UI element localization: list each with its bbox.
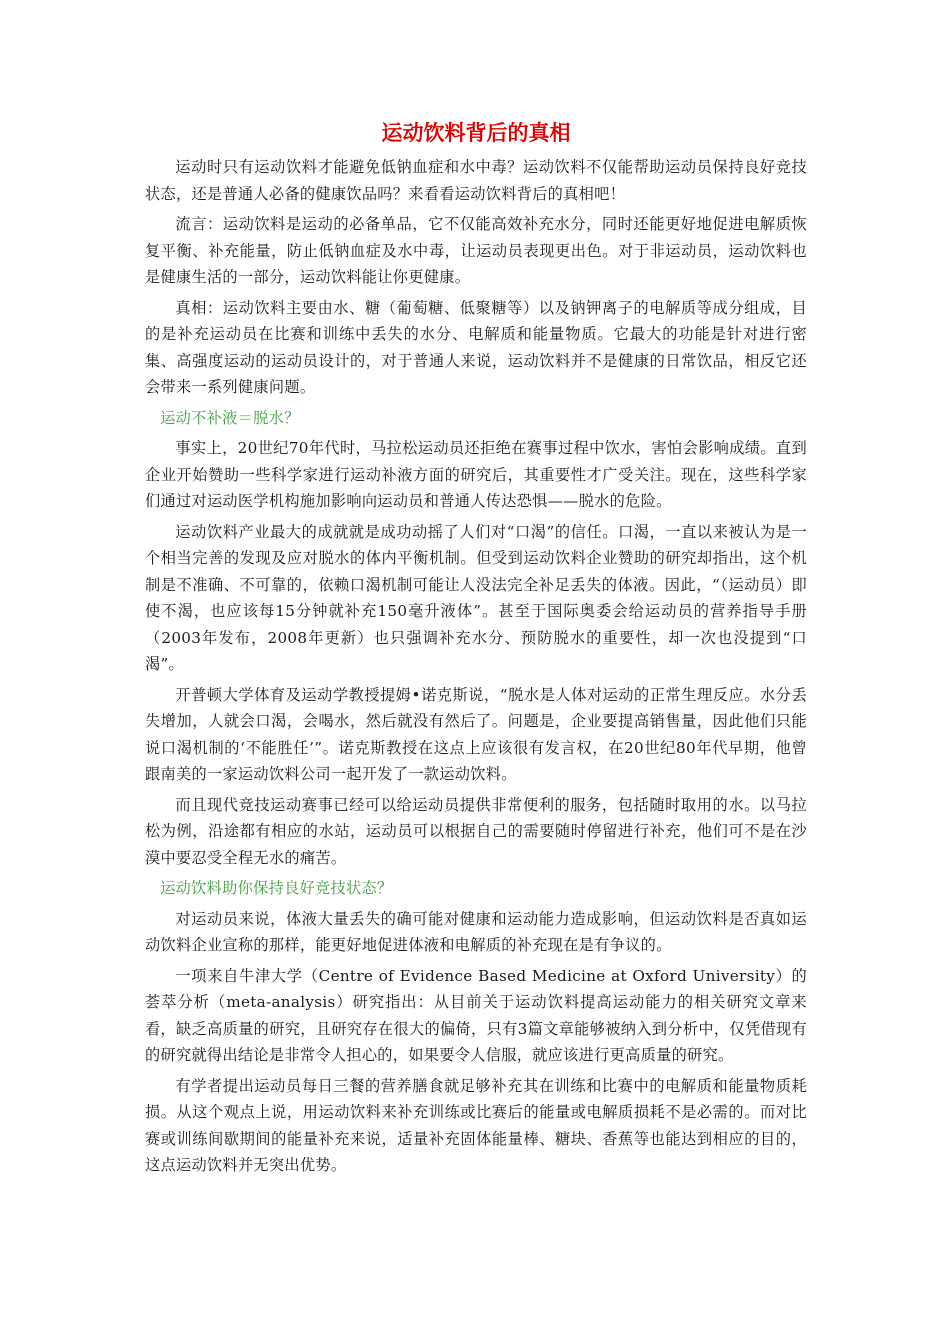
section2-paragraph-1: 对运动员来说，体液大量丢失的确可能对健康和运动能力造成影响，但运动饮料是否真如运动饮料企业宣称的那样，能更好地促进体液和电解质的补充现在是有争议的。 <box>145 909 807 954</box>
section2-paragraph-2: 一项来自牛津大学（Centre of Evidence Based Medicine at Oxford University）的荟萃分析（meta-analysis）研究指出：从目前关于运动饮料提高运动能力的相关研究文章来看，缺乏高质量的研究，且研究存在很大的偏倚，只有3篇文章能够被纳入到分析中，仅凭借现有的研究就得出结论是非常令人担心的，如果要令人信服，就应该进行更高质量的研究。 <box>145 966 807 1064</box>
section1-paragraph-2: 运动饮料产业最大的成就就是成功动摇了人们对“口渴”的信任。口渴，一直以来被认为是一个相当完善的发现及应对脱水的体内平衡机制。但受到运动饮料企业赞助的研究却指出，这个机制是不准确、不可靠的，依赖口渴机制可能让人没法完全补足丢失的体液。因此，“（运动员）即使不渴，也应该每15分钟就补充150毫升液体”。甚至于国际奥委会给运动员的营养指导手册（2003年发布，2008年更新）也只强调补充水分、预防脱水的重要性，却一次也没提到“口渴”。 <box>145 522 807 673</box>
section-heading-dehydration: 运动不补液＝脱水？ <box>160 408 300 427</box>
section2-paragraph-3: 有学者提出运动员每日三餐的营养膳食就足够补充其在训练和比赛中的电解质和能量物质耗损。从这个观点上说，用运动饮料来补充训练或比赛后的能量或电解质损耗不是必需的。而对比赛或训练间歇期间的能量补充来说，适量补充固体能量棒、糖块、香蕉等也能达到相应的目的，这点运动饮料并无突出优势。 <box>145 1076 807 1174</box>
section1-paragraph-1: 事实上，20世纪70年代时，马拉松运动员还拒绝在赛事过程中饮水，害怕会影响成绩。直到企业开始赞助一些科学家进行运动补液方面的研究后，其重要性才广受关注。现在，这些科学家们通过对运动医学机构施加影响向运动员和普通人传达恐惧——脱水的危险。 <box>145 439 807 510</box>
truth-paragraph: 真相：运动饮料主要由水、糖（葡萄糖、低聚糖等）以及钠钾离子的电解质等成分组成，目的是补充运动员在比赛和训练中丢失的水分、电解质和能量物质。它最大的功能是针对进行密集、高强度运动的运动员设计的，对于普通人来说，运动饮料并不是健康的日常饮品，相反它还会带来一系列健康问题。 <box>145 298 807 396</box>
rumor-paragraph: 流言：运动饮料是运动的必备单品，它不仅能高效补充水分，同时还能更好地促进电解质恢复平衡、补充能量，防止低钠血症及水中毒，让运动员表现更出色。对于非运动员，运动饮料也是健康生活的一部分，运动饮料能让你更健康。 <box>145 215 807 286</box>
page-title: 运动饮料背后的真相 <box>381 121 571 145</box>
document-page <box>145 118 807 1183</box>
intro-paragraph: 运动时只有运动饮料才能避免低钠血症和水中毒？运动饮料不仅能帮助运动员保持良好竞技状态，还是普通人必备的健康饮品吗？来看看运动饮料背后的真相吧！ <box>145 158 807 203</box>
section-heading-performance: 运动饮料助你保持良好竞技状态？ <box>160 879 393 897</box>
section1-paragraph-4: 而且现代竞技运动赛事已经可以给运动员提供非常便利的服务，包括随时取用的水。以马拉松为例，沿途都有相应的水站，运动员可以根据自己的需要随时停留进行补充，他们可不是在沙漠中要忍受全程无水的痛苦。 <box>145 795 807 867</box>
section1-paragraph-3: 开普顿大学体育及运动学教授提姆•诺克斯说，“脱水是人体对运动的正常生理反应。水分丢失增加，人就会口渴，会喝水，然后就没有然后了。问题是，企业要提高销售量，因此他们只能说口渴机制的‘不能胜任’”。诺克斯教授在这点上应该很有发言权，在20世纪80年代早期，他曾跟南美的一家运动饮料公司一起开发了一款运动饮料。 <box>145 685 807 783</box>
